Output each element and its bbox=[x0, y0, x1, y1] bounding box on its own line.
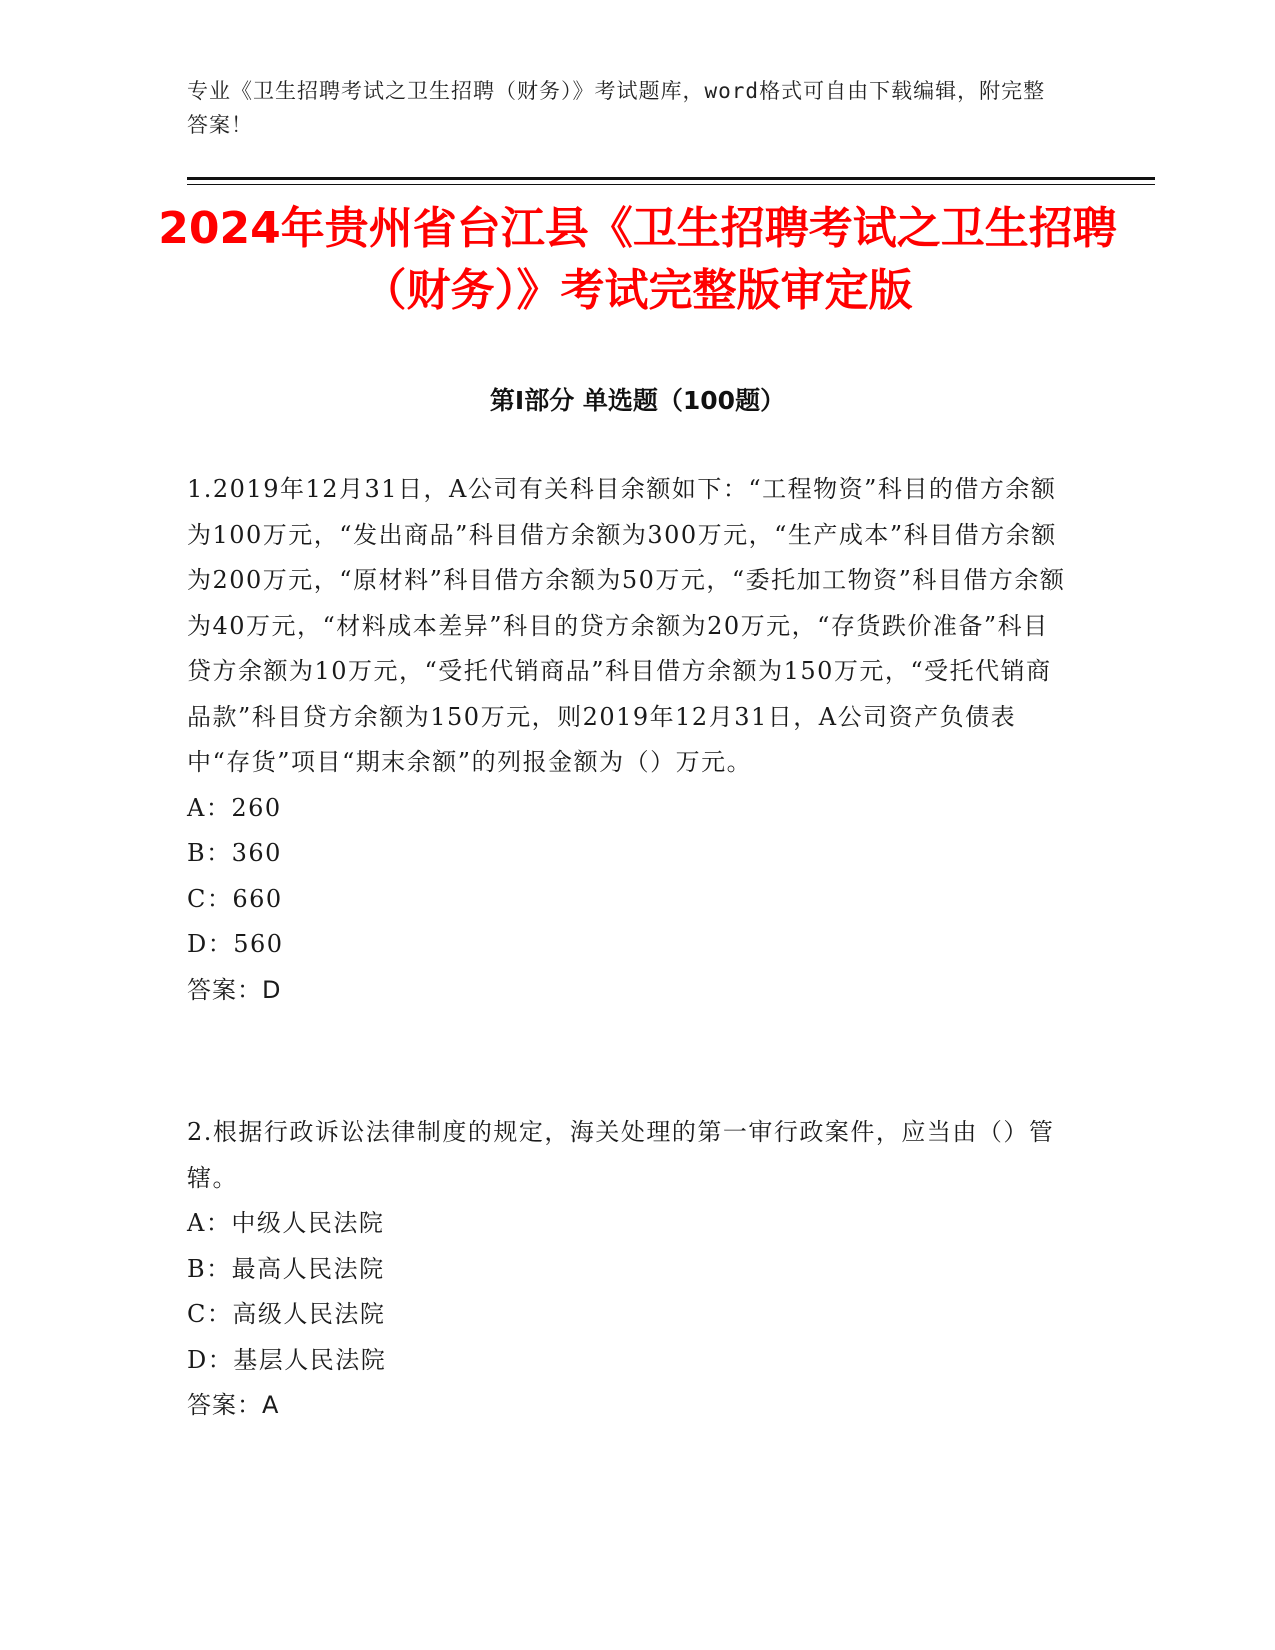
option-c: C：高级人民法院 bbox=[187, 1300, 386, 1328]
question-stem: 1.2019年12月31日，A公司有关科目余额如下：“工程物资”科目的借方余额为100万元，“发出商品”科目借方余额为300万元，“生产成本”科目借方余额为200万元，“原材料”科目借方余额为50万元，“委托加工物资”科目借方余额为40万元，“材料成本差异”科目的贷方余额为20万元，“存货跌价准备”科目贷方余额为10万元，“受托代销商品”科目借方余额为150万元，“受托代销商品款”科目贷方余额为150万元，则2019年12月31日，A公司资产负债表中“存货”项目“期末余额”的列报金额为（）万元。 bbox=[187, 475, 1066, 776]
header-divider-thick bbox=[187, 177, 1155, 180]
option-a: A：中级人民法院 bbox=[187, 1209, 385, 1237]
option-a: A：260 bbox=[187, 793, 282, 822]
question-stem: 2.根据行政诉讼法律制度的规定，海关处理的第一审行政案件，应当由（）管辖。 bbox=[187, 1118, 1055, 1192]
question-1 bbox=[187, 467, 1067, 1013]
answer: 答案：A bbox=[187, 1391, 280, 1419]
option-d: D：基层人民法院 bbox=[187, 1345, 387, 1374]
section-title: 第Ⅰ部分 单选题（100题） bbox=[489, 386, 786, 415]
option-b: B：最高人民法院 bbox=[187, 1254, 385, 1283]
option-b: B：360 bbox=[187, 839, 282, 867]
option-d: D：560 bbox=[187, 930, 284, 958]
document-title: 2024年贵州省台江县《卫生招聘考试之卫生招聘（财务）》考试完整版审定版 bbox=[158, 203, 1117, 316]
header-divider-thin bbox=[187, 184, 1155, 185]
option-c: C：660 bbox=[187, 884, 283, 913]
header-note: 专业《卫生招聘考试之卫生招聘（财务）》考试题库，word格式可自由下载编辑，附完整答案！ bbox=[187, 79, 1046, 137]
question-2 bbox=[187, 1110, 1067, 1429]
answer: 答案：D bbox=[187, 975, 282, 1004]
